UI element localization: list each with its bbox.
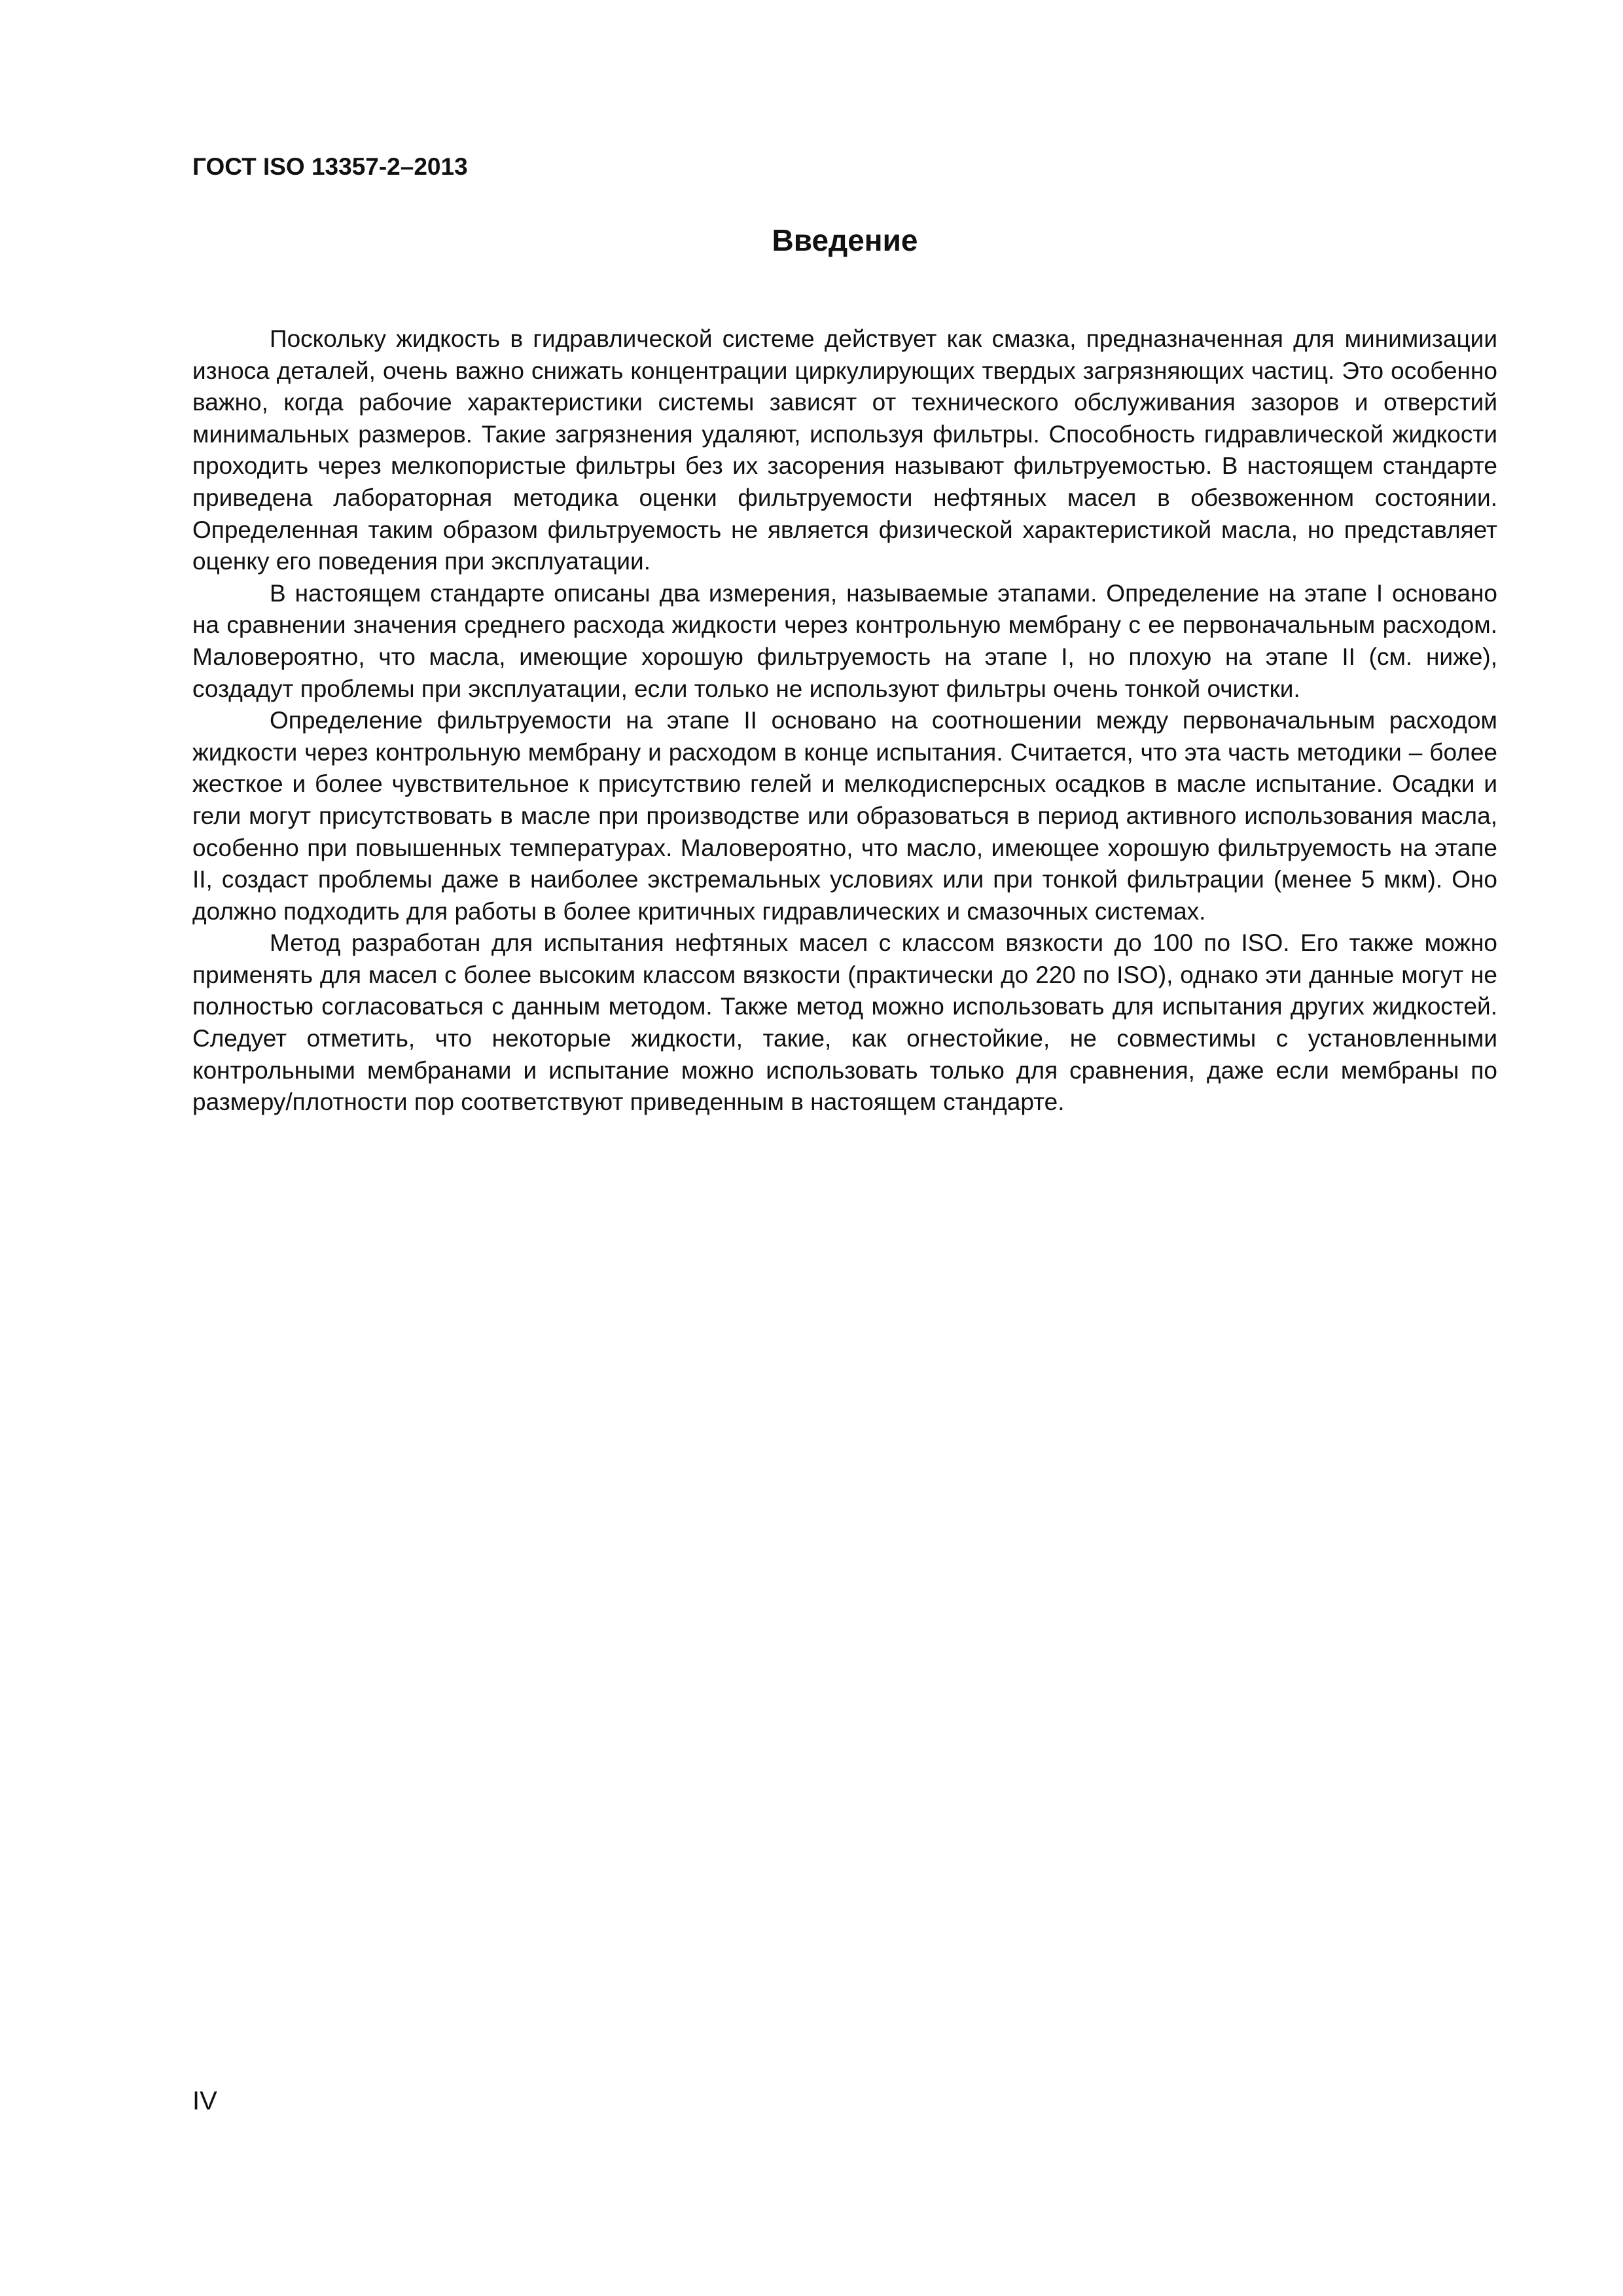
body-paragraph-4: Метод разработан для испытания нефтяных масел с классом вязкости до 100 по ISO. Его также можно применять для масел с более высоким классом вязкости (практически до 220 по ISO), однако эти данные могут не полностью согласоваться с данным методом. Также метод можно использовать для испытания других жидкостей. Следует отметить, что некоторые жидкости, такие, как огнестойкие, не совместимы с установленными контрольными мембранами и испытание можно использовать только для сравнения, даже если мембраны по размеру/плотности пор соответствуют приведенным в настоящем стандарте. (192, 929, 1497, 1116)
body-paragraph-3: Определение фильтруемости на этапе II основано на соотношении между первоначальным расходом жидкости через контрольную мембрану и расходом в конце испытания. Считается, что эта часть методики – более жесткое и более чувствительное к присутствию гелей и мелкодисперсных осадков в масле испытание. Осадки и гели могут присутствовать в масле при производстве или образоваться в период активного использования масла, особенно при повышенных температурах. Маловероятно, что масло, имеющее хорошую фильтруемость на этапе II, создаст проблемы даже в наиболее экстремальных условиях или при тонкой фильтрации (менее 5 мкм). Оно должно подходить для работы в более критичных гидравлических и смазочных системах. (192, 707, 1497, 925)
page-number: IV (192, 2087, 217, 2115)
body-paragraph-2: В настоящем стандарте описаны два измерения, называемые этапами. Определение на этапе I основано на сравнении значения среднего расхода жидкости через контрольную мембрану с ее первоначальным расходом. Маловероятно, что масла, имеющие хорошую фильтруемость на этапе I, но плохую на этапе II (см. ниже), создадут проблемы при эксплуатации, если только не используют фильтры очень тонкой очистки. (192, 579, 1497, 702)
body-paragraph-1: Поскольку жидкость в гидравлической системе действует как смазка, предназначенная для минимизации износа деталей, очень важно снижать концентрации циркулирующих твердых загрязняющих частиц. Это особенно важно, когда рабочие характеристики системы зависят от технического обслуживания зазоров и отверстий минимальных размеров. Такие загрязнения удаляют, используя фильтры. Способность гидравлической жидкости проходить через мелкопористые фильтры без их засорения называют фильтруемостью. В настоящем стандарте приведена лабораторная методика оценки фильтруемости нефтяных масел в обезвоженном состоянии. Определенная таким образом фильтруемость не является физической характеристикой масла, но представляет оценку его поведения при эксплуатации. (192, 325, 1497, 575)
document-code-header: ГОСТ ISO 13357-2–2013 (192, 153, 468, 180)
section-title: Введение (772, 223, 918, 257)
document-body (192, 323, 1497, 1119)
